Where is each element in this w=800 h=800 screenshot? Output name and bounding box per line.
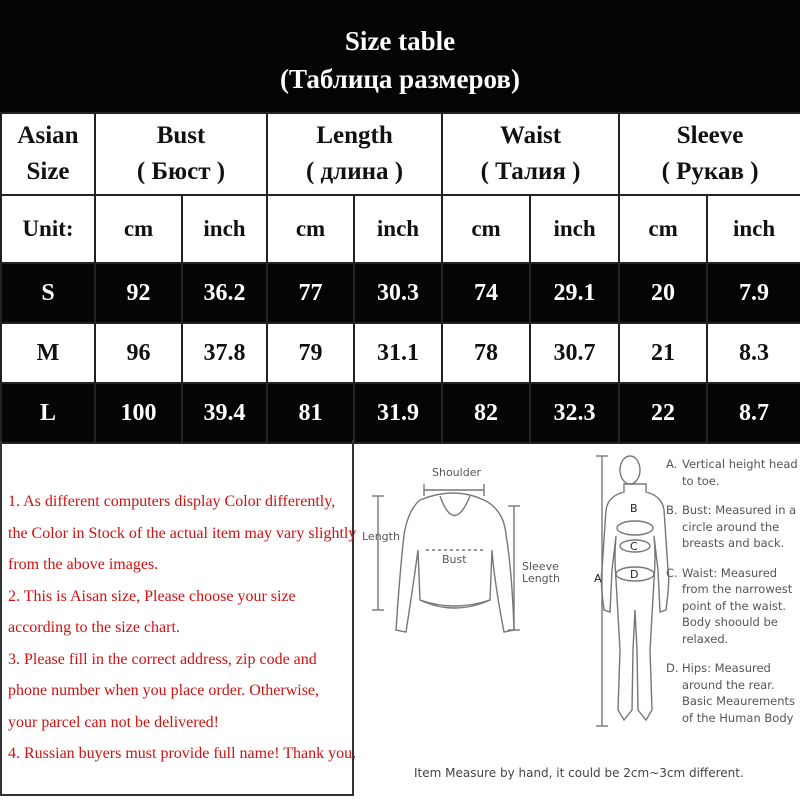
length-inch-cell: 30.3 [354, 263, 442, 323]
length-inch-cell: 31.1 [354, 323, 442, 383]
legend-item: D. Hips: Measured around the rear. Basic Meaurements of the Human Body [666, 661, 796, 725]
length-measure-line [372, 496, 384, 610]
header-asian-size: Asian Size [1, 113, 95, 195]
page-subtitle: (Таблица размеров) [280, 64, 520, 94]
height-measure-line-a [596, 456, 608, 726]
legend-item: C. Waist: Measured from the narrowest point of the waist. Body shoould be relaxed. [666, 565, 793, 646]
legend-item: B. Bust: Measured in a circle around the breasts and back. [666, 503, 797, 550]
sleeve-label: Sleeve [522, 560, 559, 573]
waist-cm-cell: 82 [442, 383, 530, 443]
bust-inch-cell: 36.2 [182, 263, 267, 323]
note-line: 3. Please fill in the correct address, zip code and [8, 650, 317, 668]
size-table-header [0, 0, 800, 112]
note-line: your parcel can not be delivered! [8, 713, 220, 731]
header-waist: Waist ( Талия ) [442, 113, 619, 195]
unit-row [1, 195, 800, 263]
header-row [1, 113, 800, 195]
size-table [0, 112, 800, 444]
waist-inch-cell: 29.1 [530, 263, 619, 323]
length-cm-cell: 79 [267, 323, 354, 383]
header-length: Length ( длина ) [267, 113, 442, 195]
page-title: Size table [344, 26, 456, 56]
waist-inch-cell: 30.7 [530, 323, 619, 383]
size-cell: S [1, 263, 95, 323]
note-line: 1. As different computers display Color differently, [8, 493, 336, 510]
note-line: phone number when you place order. Otherwise, [8, 682, 320, 699]
bust-cm-cell: 92 [95, 263, 182, 323]
size-cell: L [1, 383, 95, 443]
sleeve-cm-cell: 20 [619, 263, 707, 323]
header-bust: Bust ( Бюст ) [95, 113, 267, 195]
note-line: 4. Russian buyers must provide full name! Thank you. [8, 745, 357, 762]
note-line: the Color in Stock of the actual item may vary slightly [8, 524, 357, 542]
sleeve-inch-cell: 7.9 [707, 263, 800, 323]
sleeve-length-label: Length [522, 572, 560, 585]
unit-cm: cm [619, 195, 707, 263]
body-letter-b: B [630, 502, 638, 515]
unit-cm: cm [267, 195, 354, 263]
unit-inch: inch [182, 195, 267, 263]
table-row [1, 263, 800, 323]
waist-cm-cell: 74 [442, 263, 530, 323]
unit-label: Unit: [1, 195, 95, 263]
bust-inch-cell: 37.8 [182, 323, 267, 383]
measurement-diagram [354, 440, 800, 800]
body-letter-d: D [630, 568, 639, 581]
notes-panel [0, 440, 357, 796]
length-cm-cell: 77 [267, 263, 354, 323]
table-row [1, 383, 800, 443]
header-sleeve: Sleeve ( Рукав ) [619, 113, 800, 195]
bust-inch-cell: 39.4 [182, 383, 267, 443]
note-line: according to the size chart. [8, 619, 180, 636]
shoulder-measure-line [424, 484, 484, 496]
length-label: Length [362, 530, 400, 543]
unit-inch: inch [530, 195, 619, 263]
body-letter-c: C [630, 540, 638, 553]
shoulder-label: Shoulder [432, 466, 481, 479]
unit-inch: inch [707, 195, 800, 263]
bust-cm-cell: 100 [95, 383, 182, 443]
sleeve-cm-cell: 22 [619, 383, 707, 443]
notes-text [8, 486, 357, 770]
human-body-icon [601, 456, 668, 720]
measurement-footnote: Item Measure by hand, it could be 2cm~3cm different. [414, 766, 744, 780]
unit-inch: inch [354, 195, 442, 263]
bust-circle-b [617, 521, 653, 535]
waist-inch-cell: 32.3 [530, 383, 619, 443]
note-line: from the above images. [8, 556, 159, 573]
note-line: 2. This is Aisan size, Please choose your size [8, 587, 296, 605]
waist-cm-cell: 78 [442, 323, 530, 383]
length-inch-cell: 31.9 [354, 383, 442, 443]
legend-item: A. Vertical height head to toe. [666, 457, 798, 488]
bust-cm-cell: 96 [95, 323, 182, 383]
length-cm-cell: 81 [267, 383, 354, 443]
measurement-legend [666, 456, 800, 739]
size-cell: M [1, 323, 95, 383]
sleeve-inch-cell: 8.3 [707, 323, 800, 383]
unit-cm: cm [442, 195, 530, 263]
table-row [1, 323, 800, 383]
bust-label: Bust [442, 553, 467, 566]
body-letter-a: A [594, 572, 602, 585]
sleeve-inch-cell: 8.7 [707, 383, 800, 443]
sleeve-cm-cell: 21 [619, 323, 707, 383]
unit-cm: cm [95, 195, 182, 263]
